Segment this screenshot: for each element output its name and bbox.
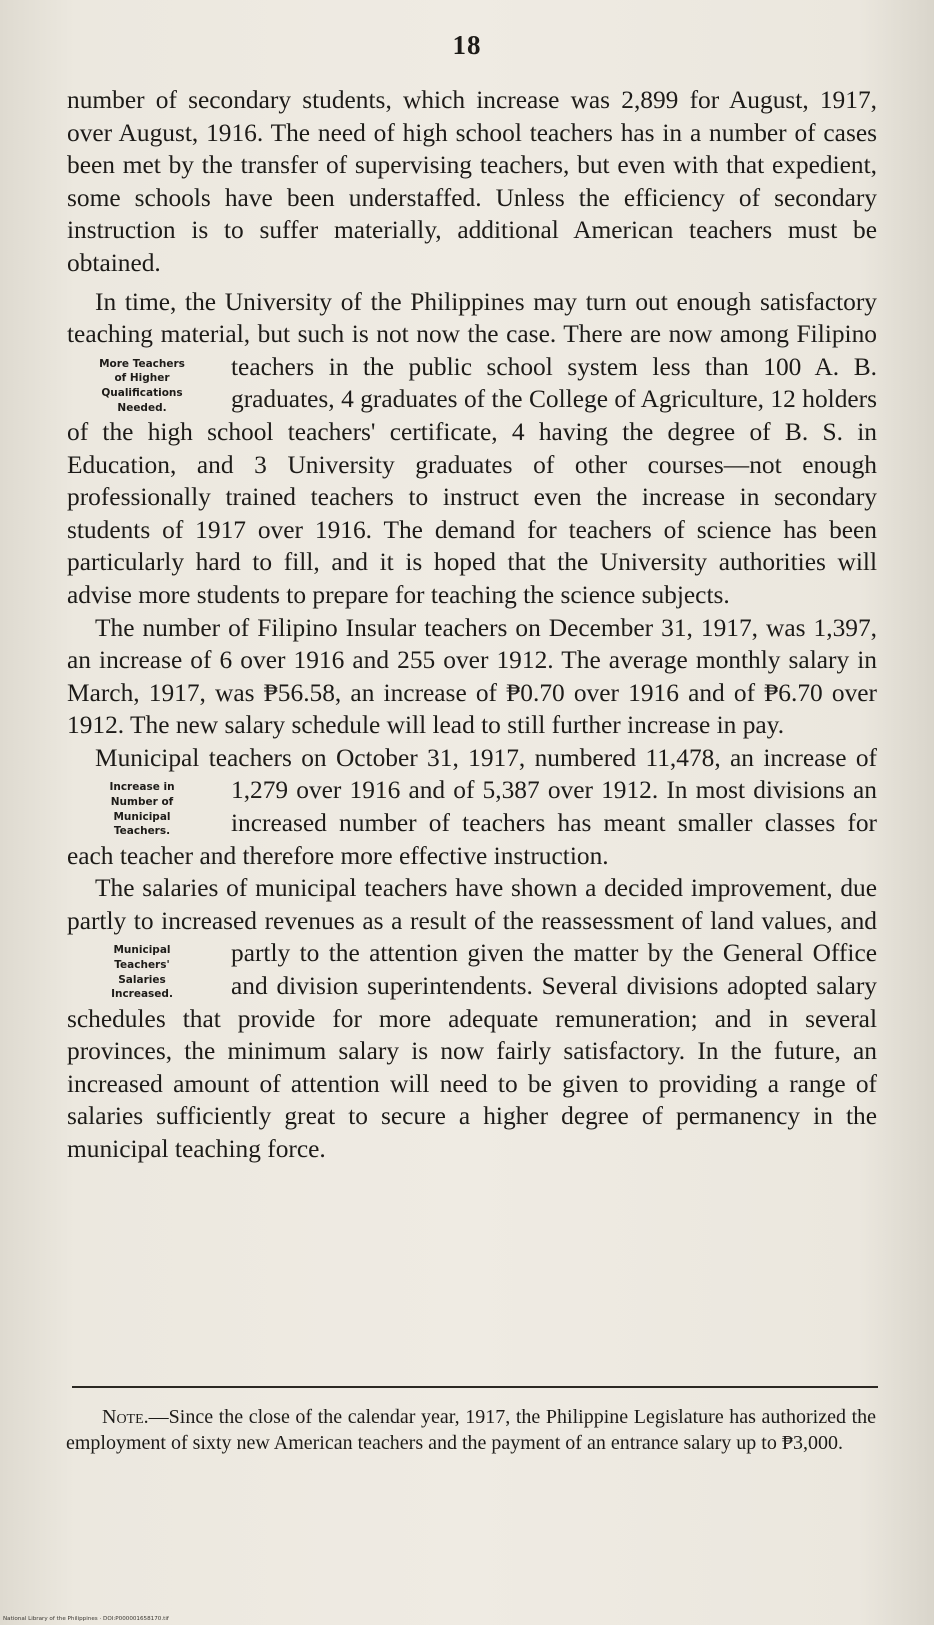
side-note-line: Teachers': [114, 959, 170, 972]
footnote-label: Note.: [102, 1406, 149, 1428]
side-note-line: Number of: [110, 796, 174, 809]
paragraph-3-text: The number of Filipino Insular teachers on December 31, 1917, was 1,397, an increase of 6 over 1916 and 255 over 1912. The average monthly salary in March, 1917, was ₱56.58, an increase of ₱0.70 over 1916 and of ₱6.70 over 1912. The new salary schedule will lead to still further increase in pay.: [67, 613, 877, 740]
paragraph-4-text-start: Municipal teachers on October 31, 1917, numbered 11,478, an increase of 1,279 over 1916 and of 5,387 over 1912. In most: [95, 743, 877, 805]
paragraph-2-text-start: In time, the University of the Philippines may turn out enough satisfactory teaching material, but such is not now the case. There are now among Filipino teachers in the public school: [67, 287, 877, 381]
paragraph-3: [67, 612, 877, 742]
paragraph-2-text-end: system less than 100 A. B. graduates, 4 graduates of the College of Agriculture, 12 holders of the high school teachers' certificate, 4 having the degree of B. S. in Education, and 3 University graduates of other courses—not enough professionally trained teachers to instruct even the increase in secondary students of 1917 over 1916. The demand for teachers of science has been particularly hard to fill, and it is hoped that the University authorities will advise more students to prepare for teaching the science subjects.: [67, 352, 877, 609]
side-note-line: More Teachers: [99, 357, 185, 370]
side-note-line: Municipal: [113, 810, 171, 823]
footnote-text: —Since the close of the calendar year, 1917, the Philippine Legislature has authorized the employment of sixty new American teachers and the payment of an entrance salary up to ₱3,000.: [66, 1406, 876, 1454]
paragraph-5-text-start: The salaries of municipal teachers have shown a decided improvement, due partly to increased revenues as a result of the reassessment of land values, and partly to the attention given: [67, 874, 877, 968]
paragraph-1: [67, 84, 877, 280]
side-note-line: of Higher: [114, 372, 170, 385]
side-note-more-teachers: [67, 357, 217, 415]
paragraph-5: [67, 872, 877, 1165]
side-note-line: Increase in: [109, 781, 175, 794]
paragraph-1-text: number of secondary students, which increase was 2,899 for August, 1917, over August, 1916. The need of high school teachers has in a number of cases been met by the transfer of supervising teachers, but even with that expedient, some schools have been understaffed. Unless the efficiency of secondary instruction is to suffer materially, additional American teachers must be obtained.: [67, 86, 877, 277]
side-note-increase-municipal: [67, 780, 217, 838]
side-note-line: Increased.: [111, 988, 173, 1001]
side-note-line: Teachers.: [113, 825, 171, 838]
scan-credit: National Library of the Philippines · DOI:P000001658170.tif: [3, 1616, 169, 1622]
paragraph-2: [67, 286, 877, 612]
side-note-line: Municipal: [113, 944, 171, 957]
side-note-line: Needed.: [117, 401, 167, 414]
side-note-line: Salaries: [118, 973, 166, 986]
footnote: [66, 1404, 876, 1456]
paragraph-5-text-end: the matter by the General Office and division superintendents. Several divisions adopted salary schedules that provide for more adequate remuneration; and in several provinces, the minimum salary is now fairly satisfactory. In the future, an increased amount of attention will need to be given to providing a range of salaries sufficiently great to secure a higher degree of permanency in the municipal teaching force.: [67, 939, 877, 1163]
paragraph-4: [67, 742, 877, 872]
side-note-salaries-increased: [67, 943, 217, 1001]
side-note-line: Qualifications: [101, 386, 183, 399]
paragraph-4-text-end: divisions an increased number of teachers has meant smaller classes for each teacher and therefore more effective instruction.: [67, 776, 878, 870]
footnote-divider: [72, 1386, 878, 1388]
page-number: 18: [452, 30, 482, 60]
body-text: [67, 84, 877, 1166]
